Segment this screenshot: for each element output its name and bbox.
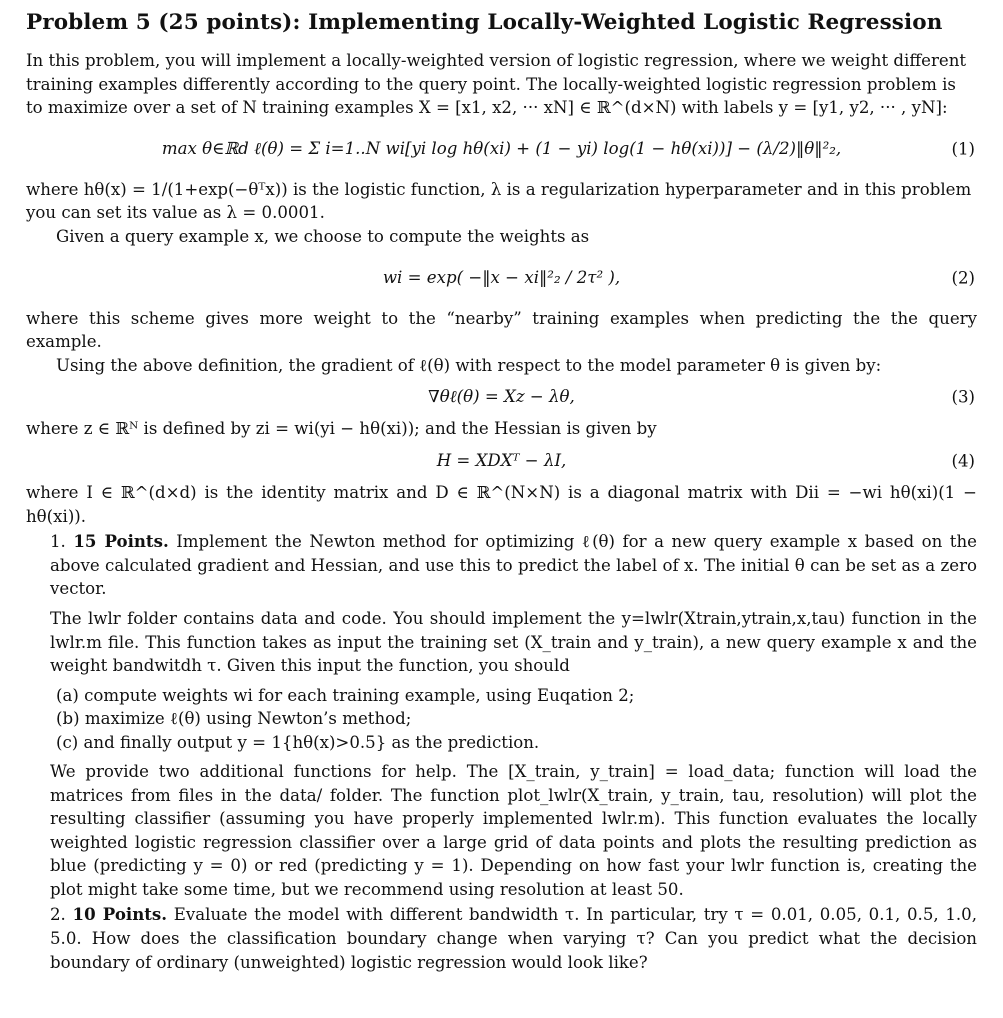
- step-c: (c) and finally output y = 1{hθ(x)>0.5} as the prediction.: [56, 732, 540, 752]
- equation-1-body: max θ∈ℝd ℓ(θ) = Σ i=1..N wi[yi log hθ(xi) + (1 − yi) log(1 − hθ(xi))] − (λ/2)‖θ‖²₂,: [161, 138, 842, 158]
- logistic-line-2: you can set its value as λ = 0.0001.: [26, 203, 325, 223]
- task-1-implementation: The lwlr folder contains data and code. You should implement the y=lwlr(Xtrain,ytrain,x,tau) function in the lwlr.m file. This function takes as input the training set (X_train and y_train), a new query example x and the weight bandwitdh τ. Given this input the function, you should: [50, 608, 977, 676]
- task-item-2: [50, 903, 977, 974]
- task-1-steps: [56, 684, 977, 754]
- equation-3-body: ∇θℓ(θ) = Xz − λθ,: [428, 387, 575, 407]
- intro-line-1: In this problem, you will implement a locally-weighted version of logistic regression, where we weight different: [26, 51, 967, 70]
- equation-3: [26, 379, 977, 415]
- weights-intro: Given a query example x, we choose to compute the weights as: [56, 226, 590, 246]
- z-definition: where z ∈ ℝᴺ is defined by zi = wi(yi − hθ(xi)); and the Hessian is given by: [26, 419, 657, 439]
- intro-line-3: to maximize over a set of N training examples X = [x1, x2, ··· xN] ∈ ℝ^(d×N) with labels y = [y1, y2, ··· , yN]:: [26, 98, 948, 118]
- task-1-helpers: We provide two additional functions for help. The [X_train, y_train] = load_data; function will load the matrices from files in the data/ folder. The function plot_lwlr(X_train, y_train, tau, resolution) will plot the resulting classifier (assuming you have properly implemented lwlr.m). This function evaluates the locally weighted logistic regression classifier over a large grid of data points and plots the resulting prediction as blue (predicting y = 0) or red (predicting y = 1). Depending on how fast your lwlr function is, creating the plot might take some time, but we recommend using resolution at least 50.: [50, 761, 977, 899]
- equation-4-body: H = XDXᵀ − λI,: [436, 451, 567, 471]
- task-item-1: [50, 530, 977, 901]
- intro-paragraph: [26, 49, 977, 120]
- nearby-explanation: where this scheme gives more weight to the “nearby” training examples when predicting the the query example.: [26, 308, 977, 352]
- step-a: (a) compute weights wi for each training example, using Euqation 2;: [56, 685, 635, 705]
- task-list: [26, 530, 977, 974]
- equation-3-number: (3): [951, 387, 975, 407]
- intro-line-2: training examples differently according to the query point. The locally-weighted logistic regression problem is: [26, 74, 956, 94]
- task-1-points: 15 Points.: [73, 531, 169, 552]
- task-1-marker: 1.: [50, 532, 66, 552]
- problem-title: Problem 5 (25 points): Implementing Locally-Weighted Logistic Regression: [26, 10, 943, 35]
- logistic-line-1: where hθ(x) = 1/(1+exp(−θᵀx)) is the logistic function, λ is a regularization hyperparameter and in this problem: [26, 179, 972, 199]
- equation-2-body: wi = exp( −‖x − xi‖²₂ / 2τ² ),: [382, 268, 621, 288]
- equation-4: [26, 443, 977, 479]
- equation-4-number: (4): [951, 451, 975, 471]
- gradient-intro: Using the above definition, the gradient of ℓ(θ) with respect to the model parameter θ is given by:: [56, 355, 882, 375]
- equation-1: [26, 122, 977, 176]
- task-2-marker: 2.: [50, 905, 66, 925]
- step-b: (b) maximize ℓ(θ) using Newton’s method;: [56, 709, 412, 729]
- task-2-points: 10 Points.: [72, 904, 168, 925]
- logistic-definition: [26, 178, 977, 225]
- equation-1-number: (1): [951, 139, 975, 159]
- equation-2-number: (2): [951, 268, 975, 288]
- equation-2: [26, 251, 977, 305]
- task-2-text: Evaluate the model with different bandwidth τ. In particular, try τ = 0.01, 0.05, 0.1, 0.5, 1.0, 5.0. How does the classification boundary change when varying τ? Can you predict what the decision boundary of ordinary (unweighted) logistic regression would look like?: [50, 905, 978, 972]
- task-1-text: Implement the Newton method for optimizing ℓ(θ) for a new query example x based on the above calculated gradient and Hessian, and use this to predict the label of x. The initial θ can be set as a zero vector.: [50, 532, 977, 599]
- identity-definition: where I ∈ ℝ^(d×d) is the identity matrix and D ∈ ℝ^(N×N) is a diagonal matrix with Dii = −wi hθ(xi)(1 − hθ(xi)).: [26, 482, 977, 526]
